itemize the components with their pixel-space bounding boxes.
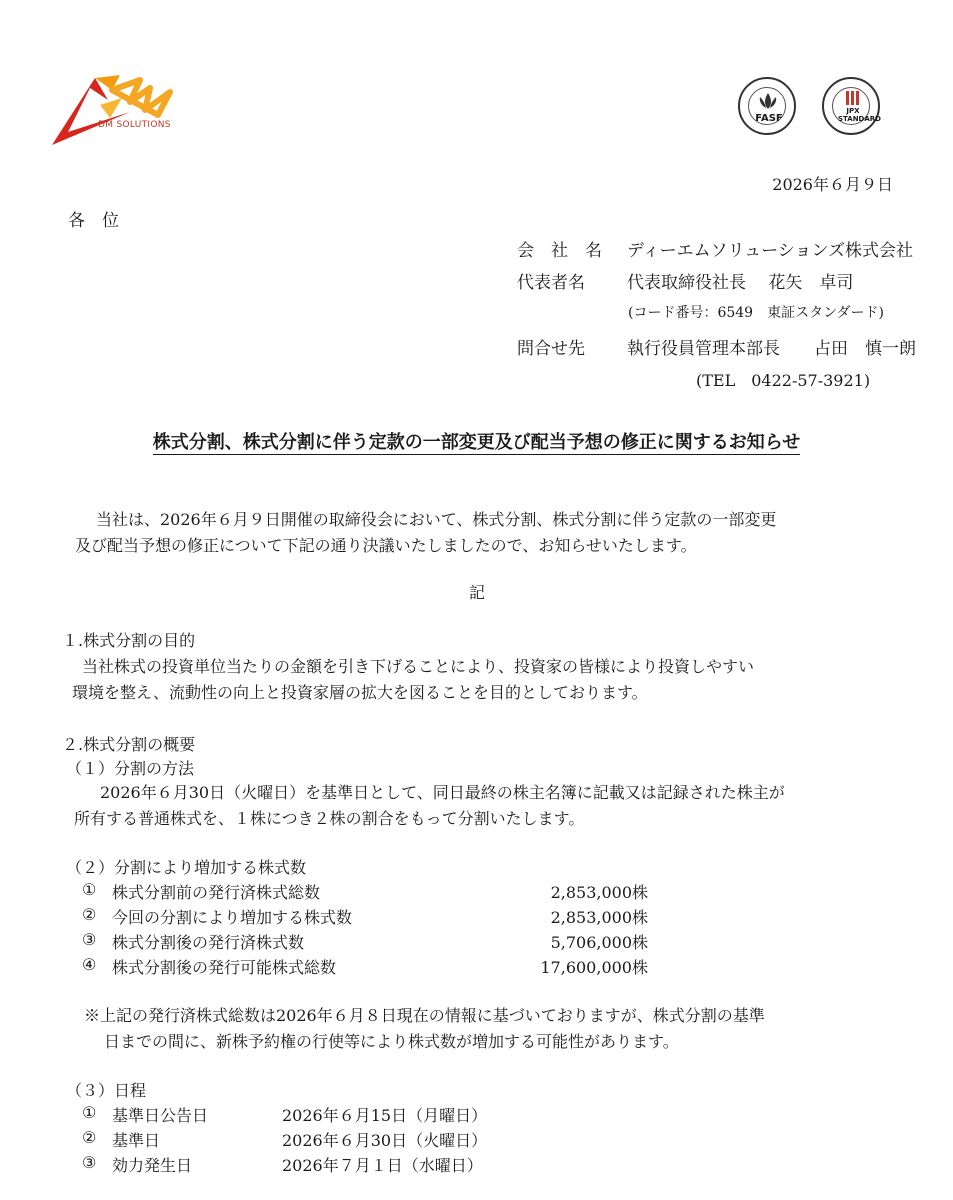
representative-name: 代表取締役社長 花矢 卓司 <box>627 273 854 293</box>
sub2-row-value: 2,853,000株 <box>550 883 648 902</box>
jpx-standard-seal <box>822 77 880 135</box>
sub2-row-value: 5,706,000株 <box>550 933 648 952</box>
sub2-heading: （２）分割により増加する株式数 <box>66 858 307 877</box>
sub2-row-no: ① <box>82 880 97 899</box>
stock-code: (コード番号：6549 東証スタンダード) <box>628 305 884 321</box>
sub2-row-value: 2,853,000株 <box>550 908 648 927</box>
intro-line-1: 当社は、2026年６月９日開催の取締役会において、株式分割、株式分割に伴う定款の一部変更 <box>96 510 777 529</box>
contact-person: 執行役員管理本部長 占田 慎一朗 <box>627 339 916 359</box>
schedule-row-date: 2026年７月１日（水曜日） <box>282 1156 483 1175</box>
logo-brand-text: DM SOLUTIONS <box>98 120 171 130</box>
jpx-seal-label: JPX STANDARD <box>838 107 881 123</box>
representative-label: 代表者名 <box>517 273 585 293</box>
sub2-row-label: 今回の分割により増加する株式数 <box>112 908 353 927</box>
sub2-row-value: 17,600,000株 <box>540 958 648 977</box>
sub2-row-label: 株式分割前の発行済株式総数 <box>112 883 321 902</box>
contact-tel: (TEL 0422-57-3921) <box>696 371 871 390</box>
addressee: 各 位 <box>68 211 119 231</box>
fasf-seal-label: FASF <box>755 113 783 124</box>
document-date: 2026年６月９日 <box>772 175 893 194</box>
schedule-row-label: 効力発生日 <box>112 1156 193 1175</box>
sub2-row-label: 株式分割後の発行可能株式総数 <box>112 958 337 977</box>
schedule-row-no: ① <box>82 1103 97 1122</box>
sub1-line-2: 所有する普通株式を、１株につき２株の割合をもって分割いたします。 <box>74 809 585 828</box>
schedule-row-date: 2026年６月30日（火曜日） <box>282 1131 488 1150</box>
leaf-icon <box>756 91 780 111</box>
sub1-heading: （１）分割の方法 <box>66 759 195 778</box>
dm-solutions-logo <box>50 70 190 150</box>
sub2-note-line-2: 日までの間に、新株予約権の行使等により株式数が増加する可能性があります。 <box>104 1032 679 1051</box>
sub2-note-line-1: ※上記の発行済株式総数は2026年６月８日現在の情報に基づいておりますが、株式分割の基準 <box>84 1006 765 1025</box>
section1-line-2: 環境を整え、流動性の向上と投資家層の拡大を図ることを目的としております。 <box>72 683 648 702</box>
intro-line-2: 及び配当予想の修正について下記の通り決議いたしましたので、お知らせいたします。 <box>75 536 697 555</box>
section1-line-1: 当社株式の投資単位当たりの金額を引き下げることにより、投資家の皆様により投資しやすい <box>82 657 755 676</box>
company-label: 会 社 名 <box>517 241 602 261</box>
sub2-row-label: 株式分割後の発行済株式数 <box>112 933 305 952</box>
fasf-seal <box>738 77 796 135</box>
document-title: 株式分割、株式分割に伴う定款の一部変更及び配当予想の修正に関するお知らせ <box>152 432 801 453</box>
section1-heading: １.株式分割の目的 <box>62 631 196 650</box>
section2-heading: ２.株式分割の概要 <box>62 735 196 754</box>
contact-label: 問合せ先 <box>517 339 585 359</box>
schedule-row-label: 基準日公告日 <box>112 1106 209 1125</box>
sub2-row-no: ④ <box>82 955 97 974</box>
schedule-row-no: ③ <box>82 1153 97 1172</box>
sub2-row-no: ② <box>82 905 97 924</box>
schedule-row-label: 基準日 <box>112 1131 161 1150</box>
ki-heading: 記 <box>469 583 486 602</box>
company-name: ディーエムソリューションズ株式会社 <box>627 241 913 261</box>
sub1-line-1: 2026年６月30日（火曜日）を基準日として、同日最終の株主名簿に記載又は記録された株主が <box>100 783 785 802</box>
sub3-heading: （３）日程 <box>66 1081 147 1100</box>
jpx-mark-icon <box>846 91 860 105</box>
schedule-row-date: 2026年６月15日（月曜日） <box>282 1106 488 1125</box>
sub2-row-no: ③ <box>82 930 97 949</box>
schedule-row-no: ② <box>82 1128 97 1147</box>
